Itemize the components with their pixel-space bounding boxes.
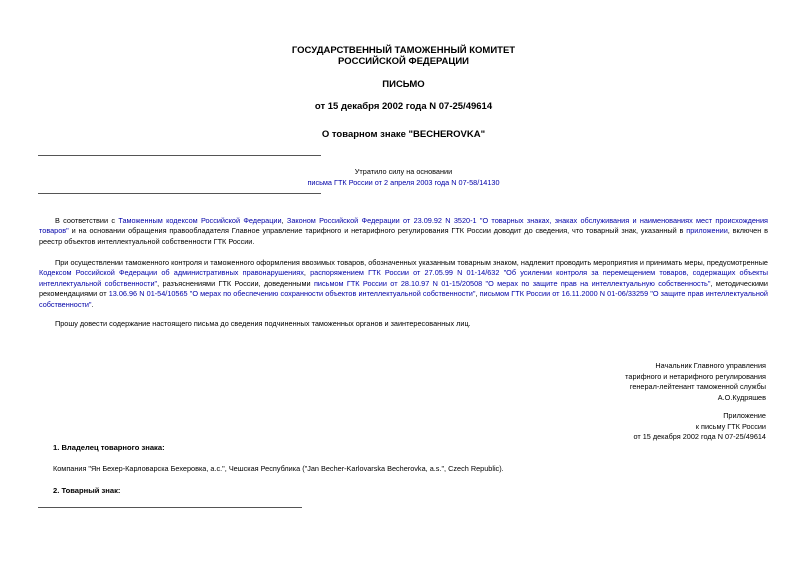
document-title: О товарном знаке "BECHEROVKA" [321,129,486,140]
signature-line-1: Начальник Главного управления [655,361,766,370]
signature-line-3: генерал-лейтенант таможенной службы [629,382,766,392]
p2-text-6: . [91,299,94,309]
signature-name: А.О.Кудряшев [717,392,766,402]
p2-text-3: , разъяснениями ГТК России, доведенными [157,278,314,288]
customs-code-link[interactable]: Таможенным кодексом Российской Федерации [118,216,282,225]
appendix-line-1: Приложение [723,411,766,420]
document-type: ПИСЬМО [382,79,425,90]
order-632-link[interactable]: распоряжением ГТК России от 27.05.99 N 01-14/632 "Об усилении контроля за перемещением товаров, содержащих объекты интеллектуальной собственности" [39,268,768,288]
recommendations-10565-link[interactable]: 13.06.96 N 01-54/10565 "О мерах по обеспечению сохранности объектов интеллектуальной собственности" [108,289,476,299]
signature-line-2: тарифного и нетарифного регулирования [625,371,766,381]
section-1-text: Компания "Ян Бехер-Карловарска Бехеровка, а.с.", Чешская Республика ("Jan Becher-Karlovarska Becherovka, a.s.", Czech Republic). [53,464,504,473]
admin-code-link[interactable]: Кодексом Российской Федерации об административных правонарушениях [39,268,304,278]
paragraph-3: Прошу довести содержание настоящего письма до сведения подчиненных таможенных органов и заинтересованных лиц. [55,319,471,328]
letter-20508-link[interactable]: письмом ГТК России от 28.10.97 N 01-15/20508 "О мерах по защите прав на интеллектуальную собственность" [313,278,711,288]
p1-text-2: , [281,216,287,225]
appendix-link[interactable]: приложении [686,226,728,236]
divider-bottom [38,507,302,508]
p2-text-5: , [475,289,480,299]
letter-33259-link[interactable]: письмом ГТК России от 16.11.2000 N 01-06/33259 "О защите прав интеллектуальной собственности" [39,289,769,309]
appendix-line-2: к письму ГТК России [695,421,766,431]
repeal-letter-link[interactable]: письма ГТК России от 2 апреля 2003 года N 07-58/14130 [307,178,500,187]
status-link[interactable] [0,178,807,188]
p1-text-1: В соответствии с [55,216,119,225]
signature-block [625,361,766,403]
status-note: Утратило силу на основании [354,167,453,176]
p1-text-4: , включен в реестр объектов интеллектуальной собственности ГТК России. [39,226,768,246]
document-date: от 15 декабря 2002 года N 07-25/49614 [314,101,493,112]
divider-top [38,155,321,156]
p2-text-2: , [303,268,311,278]
divider-status [38,193,321,194]
p2-text-4: , методическими рекомендациями от [39,278,769,299]
paragraph-1 [39,216,768,247]
org-name-line2: РОССИЙСКОЙ ФЕДЕРАЦИИ [337,56,469,67]
org-name-line1: ГОСУДАРСТВЕННЫЙ ТАМОЖЕННЫЙ КОМИТЕТ [291,45,516,56]
paragraph-2 [39,258,768,310]
p2-text-1: При осуществлении таможенного контроля и таможенного оформления ввозимых товаров, обозначенных указанным товарным знаком, надлежит проводить мероприятия и принимать меры, предусмотренные [55,258,768,267]
section-2-title: 2. Товарный знак: [53,486,121,495]
p1-text-3: и на основании обращения правообладателя Главное управление тарифного и нетарифного регулирования ГТК России доводит до сведения, что товарный знак, указанный в [68,226,687,236]
trademark-law-link[interactable]: Законом Российской Федерации от 23.09.92 N 3520-1 "О товарных знаках, знаках обслуживания и наименованиях мест происхождения товаров" [39,216,768,236]
section-1-title: 1. Владелец товарного знака: [53,443,165,452]
appendix-block [633,411,766,443]
appendix-line-3: от 15 декабря 2002 года N 07-25/49614 [633,432,766,442]
